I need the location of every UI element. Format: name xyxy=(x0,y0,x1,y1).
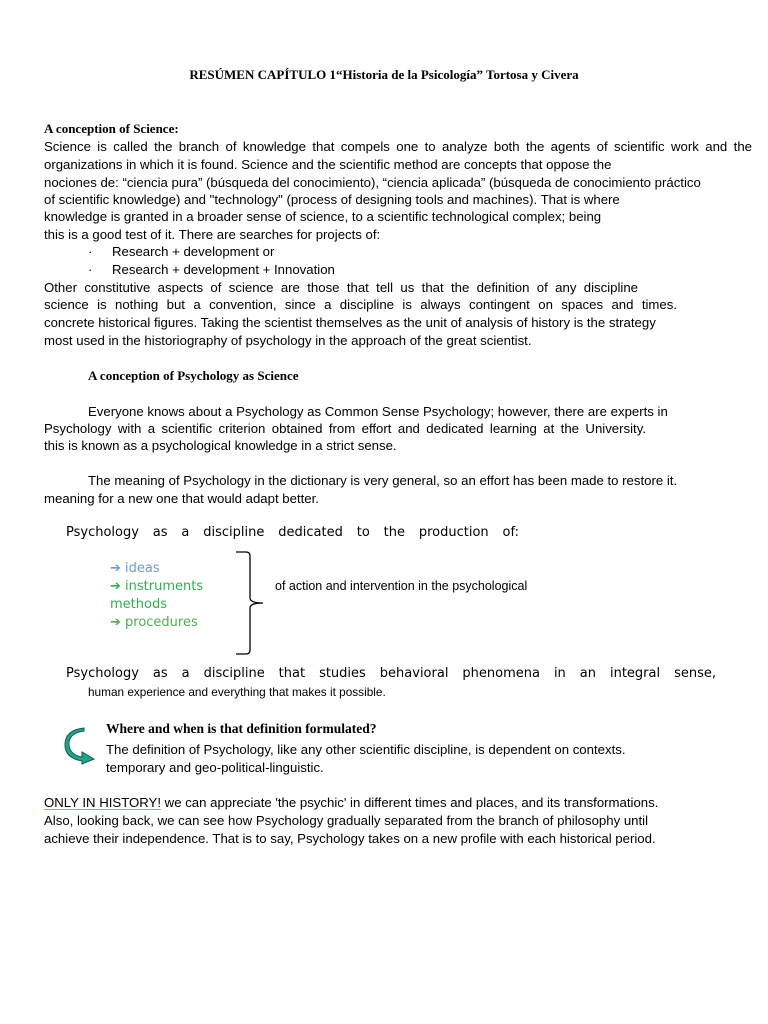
discipline-subline: human experience and everything that makes it possible. xyxy=(88,685,386,699)
list-item: Research + development + Innovation xyxy=(112,262,335,277)
list-item-instruments: ➔ instruments xyxy=(110,579,204,594)
highlighted-phrase: ONLY IN HISTORY! xyxy=(44,795,162,810)
paragraph-line: The meaning of Psychology in the dictionary is very general, so an effort has been made to restore it. xyxy=(88,473,678,488)
bullet-marker: · xyxy=(88,262,93,277)
paragraph-line: most used in the historiography of psychology in the approach of the great scientist. xyxy=(44,333,532,348)
discipline-line: Psychology as a discipline that studies behavioral phenomena in an integral sense, xyxy=(66,666,716,681)
page-title: RESÚMEN CAPÍTULO 1“Historia de la Psicología” Tortosa y Civera xyxy=(189,67,579,82)
paragraph-line: The definition of Psychology, like any other scientific discipline, is dependent on contexts. xyxy=(106,742,626,757)
paragraph-line: Science is called the branch of knowledge that compels one to analyze both the agents of scientific work and the xyxy=(44,139,752,154)
paragraph-line: nociones de: “ciencia pura” (búsqueda del conocimiento), “ciencia aplicada” (búsqueda de conocimiento práctico xyxy=(44,175,701,190)
paragraph-line: achieve their independence. That is to say, Psychology takes on a new profile with each historical period. xyxy=(44,831,656,846)
paragraph-text: we can appreciate 'the psychic' in different times and places, and its transformations. xyxy=(161,795,659,810)
paragraph-line: Also, looking back, we can see how Psychology gradually separated from the branch of philosophy until xyxy=(44,813,649,828)
where-heading: Where and when is that definition formulated? xyxy=(106,721,377,736)
list-item-methods: methods xyxy=(110,597,167,612)
paragraph-line: Other constitutive aspects of science are those that tell us that the definition of any discipline xyxy=(44,280,638,295)
section-heading-science: A conception of Science: xyxy=(44,121,179,136)
paragraph-line: this is a good test of it. There are searches for projects of: xyxy=(44,227,381,242)
discipline-line: Psychology as a discipline dedicated to the production of: xyxy=(66,525,519,540)
paragraph-line: meaning for a new one that would adapt better. xyxy=(44,491,319,506)
list-item-procedures: ➔ procedures xyxy=(110,615,198,630)
paragraph-line: concrete historical figures. Taking the scientist themselves as the unit of analysis of history is the strategy xyxy=(44,315,656,330)
paragraph-line xyxy=(44,794,658,812)
paragraph-line: of scientific knowledge) and "technology" (process of designing tools and machines). That is where xyxy=(44,192,620,207)
bullet-marker: · xyxy=(88,244,93,259)
paragraph-line: temporary and geo-political-linguistic. xyxy=(106,760,324,775)
section-heading-psychology: A conception of Psychology as Science xyxy=(88,368,299,383)
paragraph-line: knowledge is granted in a broader sense of science, to a scientific technological complex; being xyxy=(44,209,602,224)
right-brace-icon xyxy=(234,550,268,656)
paragraph-line: organizations in which it is found. Science and the scientific method are concepts that oppose the xyxy=(44,157,612,172)
paragraph-line: Everyone knows about a Psychology as Common Sense Psychology; however, there are experts in xyxy=(88,404,668,419)
paragraph-line: this is known as a psychological knowledge in a strict sense. xyxy=(44,438,397,453)
brace-description: of action and intervention in the psychological xyxy=(275,579,528,593)
paragraph-line: Psychology with a scientific criterion obtained from effort and dedicated learning at the University. xyxy=(44,421,646,436)
paragraph-line: science is nothing but a convention, since a discipline is always contingent on spaces and times. xyxy=(44,297,677,312)
list-item: Research + development or xyxy=(112,244,275,259)
list-item-ideas: ➔ ideas xyxy=(110,561,160,576)
curved-arrow-icon xyxy=(64,727,98,765)
